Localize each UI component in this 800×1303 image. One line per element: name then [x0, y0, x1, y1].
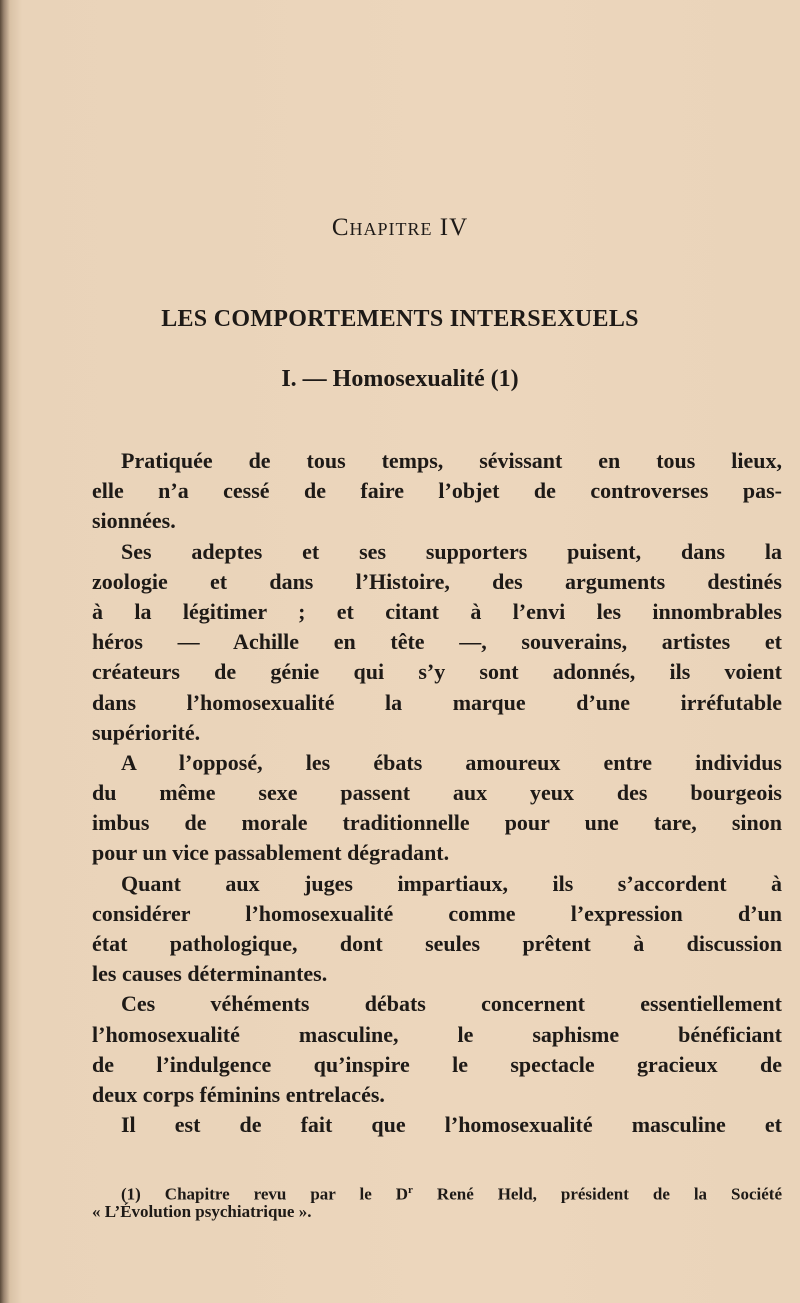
text-line: elle n’a cessé de faire l’objet de controverses pas-	[92, 478, 782, 504]
text-line: les causes déterminantes.	[92, 961, 328, 987]
text-line: imbus de morale traditionnelle pour une tare, sinon	[92, 810, 782, 836]
text-line: créateurs de génie qui s’y sont adonnés, ils voient	[92, 659, 782, 685]
text-line: dans l’homosexualité la marque d’une irréfutable	[92, 689, 782, 715]
text-line: Il est de fait que l’homosexualité masculine et	[121, 1112, 782, 1138]
text-line: Ses adeptes et ses supporters puisent, dans la	[121, 538, 782, 564]
footnote-superscript: r	[408, 1184, 413, 1196]
footnote	[92, 1180, 782, 1222]
text-line: considérer l’homosexualité comme l’expression d’un	[92, 900, 782, 926]
text-line: A l’opposé, les ébats amoureux entre individus	[121, 749, 782, 775]
footnote-text: René Held, président de la Société	[412, 1184, 783, 1204]
text-line: deux corps féminins entrelacés.	[92, 1081, 385, 1107]
text-line: du même sexe passent aux yeux des bourgeois	[92, 780, 782, 806]
text-line: zoologie et dans l’Histoire, des arguments destinés	[92, 568, 782, 594]
text-line: Quant aux juges impartiaux, ils s’accordent à	[121, 870, 782, 896]
footnote-text: (1) Chapitre revu par le D	[121, 1184, 409, 1204]
text-line: Pratiquée de tous temps, sévissant en tous lieux,	[121, 448, 782, 473]
text-line: Ces véhéments débats concernent essentiellement	[121, 991, 782, 1017]
text-line: état pathologique, dont seules prêtent à discussion	[92, 931, 782, 956]
text-line: l’homosexualité masculine, le saphisme bénéficiant	[92, 1021, 782, 1047]
footnote-line: « L’Évolution psychiatrique ».	[92, 1202, 312, 1221]
text-line: sionnées.	[92, 508, 176, 534]
text-line: supériorité.	[92, 719, 201, 745]
text-line: à la légitimer ; et citant à l’envi les innombrables	[92, 598, 782, 624]
chapter-label: Chapitre IV	[331, 214, 469, 241]
text-line: pour un vice passablement dégradant.	[92, 840, 450, 866]
text-line: de l’indulgence qu’inspire le spectacle gracieux de	[92, 1051, 782, 1077]
section-title: I. — Homosexualité (1)	[281, 366, 519, 392]
body-text	[92, 446, 782, 1140]
text-line: héros — Achille en tête —, souverains, artistes et	[92, 629, 782, 655]
chapter-title: LES COMPORTEMENTS INTERSEXUELS	[161, 306, 639, 332]
footnote-line	[92, 1180, 783, 1204]
